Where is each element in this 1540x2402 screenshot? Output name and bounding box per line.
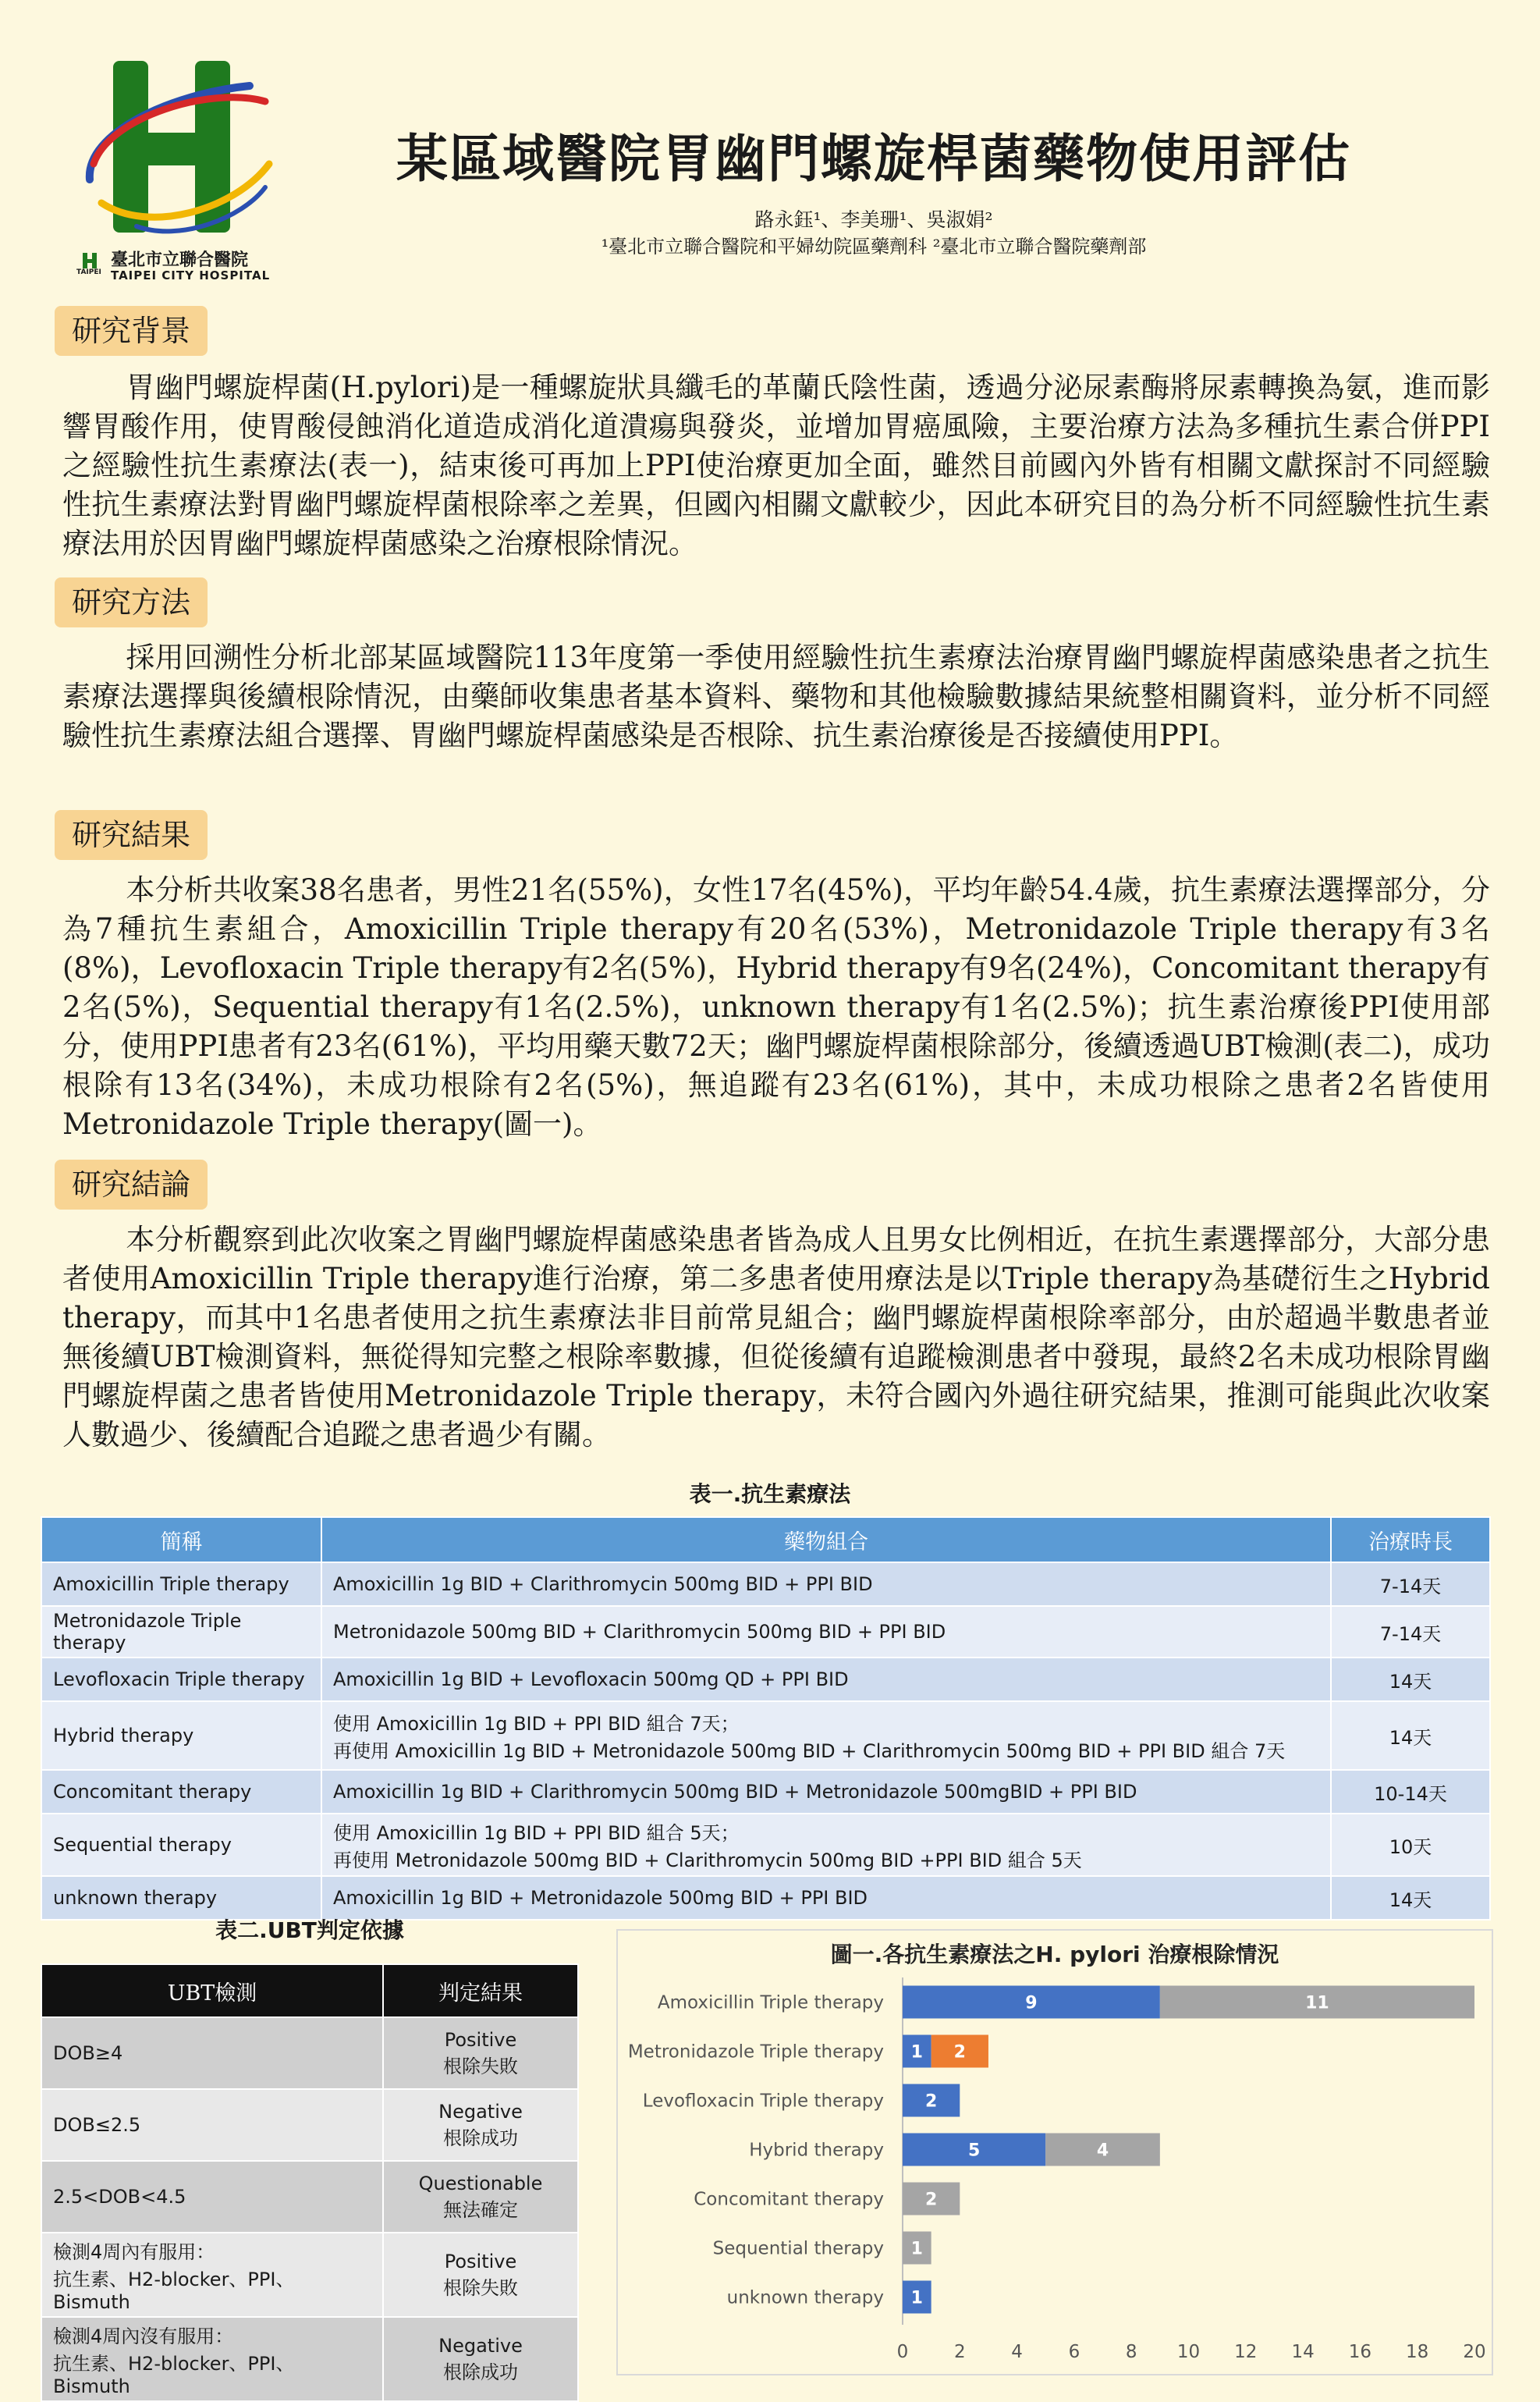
ubt-result-zh: 根除失敗 — [443, 2277, 518, 2299]
chart-x-tick-label: 8 — [1125, 2342, 1137, 2362]
eradication-chart — [616, 1929, 1493, 2375]
chart-category-label: Hybrid therapy — [749, 2140, 884, 2161]
treatment-duration: 10-14天 — [1331, 1770, 1490, 1814]
logo-chinese-name: 臺北市立聯合醫院 — [111, 251, 249, 270]
ubt-result-zh: 根除失敗 — [443, 2056, 518, 2077]
ubt-result — [383, 2089, 578, 2161]
hospital-logo — [78, 47, 281, 281]
drug-combination: Amoxicillin 1g BID + Clarithromycin 500mg BID + Metronidazole 500mgBID + PPI BID — [321, 1770, 1331, 1814]
chart-category-label: unknown therapy — [726, 2287, 884, 2308]
logo-english-name: TAIPEI CITY HOSPITAL — [111, 268, 271, 282]
chart-category-label: Amoxicillin Triple therapy — [657, 1992, 884, 2013]
ubt-result-zh: 根除成功 — [443, 2127, 518, 2149]
chart-title: 圖一.各抗生素療法之H. pylori 治療根除情況 — [830, 1942, 1279, 1967]
treatment-duration: 7-14天 — [1331, 1562, 1490, 1606]
table-row — [41, 2317, 578, 2401]
combo-line: 使用 Amoxicillin 1g BID + PPI BID 組合 7天； — [333, 1713, 740, 1735]
therapy-name: Amoxicillin Triple therapy — [41, 1562, 321, 1606]
chart-x-tick-label: 20 — [1463, 2342, 1486, 2362]
table-row — [41, 1701, 1490, 1770]
criterion-line: 檢測4周內沒有服用： — [53, 2326, 234, 2347]
table2-caption: 表二.UBT判定依據 — [215, 1917, 404, 1943]
chart-x-tick-label: 14 — [1291, 2342, 1315, 2362]
chart-data-label: 1 — [910, 2042, 923, 2063]
criterion-line: 抗生素、H2-blocker、PPI、Bismuth — [53, 2353, 295, 2397]
treatment-duration: 14天 — [1331, 1876, 1490, 1920]
methods-heading: 研究方法 — [55, 577, 208, 627]
therapy-name: Metronidazole Triple therapy — [41, 1606, 321, 1658]
results-paragraph: 本分析共收案38名患者，男性21名(55%)，女性17名(45%)，平均年齡54.4歲，抗生素療法選擇部分，分為7種抗生素組合，Amoxicillin Triple therapy有20名(53%)，Metronidazole Triple therapy有3名(8%)，Levofloxacin Triple therapy有2名(5%)，Hybrid therapy有9名(24%)，Concomitant therapy有2名(5%)，Sequential therapy有1名(2.5%)，unknown therapy有1名(2.5%)；抗生素治療後PPI使用部分，使用PPI患者有23名(61%)，平均用藥天數72天；幽門螺旋桿菌根除部分，後續透過UBT檢測(表二)，成功根除有13名(34%)，未成功根除有2名(5%)，無追蹤有23名(61%)，其中，未成功根除之患者2名皆使用Metronidazole Triple therapy(圖一)。 — [62, 873, 1490, 1141]
drug-combination: Metronidazole 500mg BID + Clarithromycin 500mg BID + PPI BID — [321, 1606, 1331, 1658]
ubt-criterion — [41, 2233, 383, 2317]
ubt-result-en: Questionable — [418, 2173, 543, 2194]
poster-authors: 路永鈺¹、李美珊¹、吳淑娟² — [754, 208, 993, 231]
treatment-duration: 7-14天 — [1331, 1606, 1490, 1658]
background-paragraph: 胃幽門螺旋桿菌(H.pylori)是一種螺旋狀具纖毛的革蘭氏陰性菌，透過分泌尿素酶將尿素轉換為氨，進而影響胃酸作用，使胃酸侵蝕消化道造成消化道潰瘍與發炎，並增加胃癌風險，主要治療方法為多種抗生素合併PPI之經驗性抗生素療法(表一)，結束後可再加上PPI使治療更加全面，雖然目前國內外皆有相關文獻探討不同經驗性抗生素療法對胃幽門螺旋桿菌根除率之差異，但國內相關文獻較少，因此本研究目的為分析不同經驗性抗生素療法用於因胃幽門螺旋桿菌感染之治療根除情況。 — [62, 371, 1490, 560]
treatment-duration: 14天 — [1331, 1701, 1490, 1770]
chart-x-tick-label: 12 — [1234, 2342, 1258, 2362]
table1-header-combo: 藥物組合 — [321, 1517, 1331, 1562]
table2-header-row — [41, 1964, 578, 2017]
chart-x-tick-label: 16 — [1348, 2342, 1372, 2362]
table-row — [41, 1562, 1490, 1606]
table2-header-test: UBT檢測 — [41, 1964, 383, 2017]
table-row — [41, 1658, 1490, 1701]
conclusion-paragraph: 本分析觀察到此次收案之胃幽門螺旋桿菌感染患者皆為成人且男女比例相近，在抗生素選擇部分，大部分患者使用Amoxicillin Triple therapy進行治療，第二多患者使用療法是以Triple therapy為基礎衍生之Hybrid therapy，而其中1名患者使用之抗生素療法非目前常見組合；幽門螺旋桿菌根除率部分，由於超過半數患者並無後續UBT檢測資料，無從得知完整之根除率數據，但從後續有追蹤檢測患者中發現，最終2名未成功根除胃幽門螺旋桿菌之患者皆使用Metronidazole Triple therapy，未符合國內外過往研究結果，推測可能與此次收案人數過少、後續配合追蹤之患者過少有關。 — [62, 1223, 1490, 1452]
drug-combination — [321, 1814, 1331, 1876]
table-row — [41, 1606, 1490, 1658]
table-row — [41, 2089, 578, 2161]
logo-mark-text: TAIPEI — [76, 268, 101, 276]
table-row — [41, 2233, 578, 2317]
therapy-name: Hybrid therapy — [41, 1701, 321, 1770]
chart-data-label: 9 — [1025, 1993, 1038, 2013]
therapy-name: Levofloxacin Triple therapy — [41, 1658, 321, 1701]
ubt-criterion: DOB≤2.5 — [41, 2089, 383, 2161]
ubt-result-zh: 根除成功 — [443, 2361, 518, 2383]
therapy-name: Sequential therapy — [41, 1814, 321, 1876]
chart-x-tick-label: 6 — [1068, 2342, 1080, 2362]
chart-data-label: 1 — [910, 2288, 923, 2308]
poster-affiliations: ¹臺北市立聯合醫院和平婦幼院區藥劑科 ²臺北市立聯合醫院藥劑部 — [601, 236, 1147, 258]
combo-line: 再使用 Amoxicillin 1g BID + Metronidazole 500mg BID + Clarithromycin 500mg BID + PPI BID 組合 7天 — [333, 1740, 1286, 1762]
drug-combination — [321, 1701, 1331, 1770]
results-heading: 研究結果 — [55, 810, 208, 860]
chart-data-label: 2 — [953, 2042, 966, 2063]
ubt-criterion: DOB≥4 — [41, 2017, 383, 2089]
table-row — [41, 2017, 578, 2089]
therapy-name: Concomitant therapy — [41, 1770, 321, 1814]
chart-data-label: 5 — [967, 2141, 981, 2161]
table-row — [41, 1814, 1490, 1876]
drug-combination: Amoxicillin 1g BID + Levofloxacin 500mg QD + PPI BID — [321, 1658, 1331, 1701]
therapy-name: unknown therapy — [41, 1876, 321, 1920]
background-heading: 研究背景 — [55, 306, 208, 356]
chart-category-label: Sequential therapy — [712, 2238, 884, 2259]
chart-data-label: 1 — [910, 2239, 923, 2259]
antibiotic-therapy-table — [41, 1516, 1491, 1921]
criterion-line: 抗生素、H2-blocker、PPI、Bismuth — [53, 2269, 295, 2313]
treatment-duration: 10天 — [1331, 1814, 1490, 1876]
eradication-chart-svg — [618, 1931, 1492, 2374]
table1-header-row — [41, 1517, 1490, 1562]
table2-header-result: 判定結果 — [383, 1964, 578, 2017]
chart-data-label: 2 — [924, 2091, 938, 2112]
ubt-criteria-table — [41, 1963, 579, 2402]
table1-header-name: 簡稱 — [41, 1517, 321, 1562]
ubt-result — [383, 2161, 578, 2233]
ubt-result-en: Positive — [444, 2029, 517, 2051]
ubt-criterion: 2.5<DOB<4.5 — [41, 2161, 383, 2233]
chart-x-tick-label: 18 — [1406, 2342, 1429, 2362]
drug-combination: Amoxicillin 1g BID + Clarithromycin 500mg BID + PPI BID — [321, 1562, 1331, 1606]
chart-category-label: Levofloxacin Triple therapy — [642, 2091, 884, 2112]
ubt-result-en: Negative — [438, 2335, 523, 2357]
combo-line: 再使用 Metronidazole 500mg BID + Clarithromycin 500mg BID +PPI BID 組合 5天 — [333, 1849, 1082, 1871]
hospital-logo-mark — [78, 47, 281, 281]
combo-line: 使用 Amoxicillin 1g BID + PPI BID 組合 5天； — [333, 1822, 740, 1844]
ubt-result-zh: 無法確定 — [443, 2199, 518, 2221]
chart-category-label: Metronidazole Triple therapy — [627, 2041, 884, 2063]
ubt-result — [383, 2233, 578, 2317]
poster-title: 某區域醫院胃幽門螺旋桿菌藥物使用評估 — [396, 129, 1351, 189]
chart-data-label: 11 — [1305, 1993, 1329, 2013]
ubt-result-en: Negative — [438, 2101, 523, 2123]
methods-paragraph: 採用回溯性分析北部某區域醫院113年度第一季使用經驗性抗生素療法治療胃幽門螺旋桿菌感染患者之抗生素療法選擇與後續根除情況，由藥師收集患者基本資料、藥物和其他檢驗數據結果統整相關資料，並分析不同經驗性抗生素療法組合選擇、胃幽門螺旋桿菌感染是否根除、抗生素治療後是否接續使用PPI。 — [62, 641, 1490, 752]
treatment-duration: 14天 — [1331, 1658, 1490, 1701]
ubt-result — [383, 2317, 578, 2401]
chart-x-tick-label: 10 — [1176, 2342, 1201, 2362]
table1-caption: 表一.抗生素療法 — [689, 1481, 851, 1507]
ubt-criterion — [41, 2317, 383, 2401]
criterion-line: 檢測4周內有服用： — [53, 2241, 215, 2263]
ubt-result — [383, 2017, 578, 2089]
chart-x-tick-label: 2 — [953, 2342, 966, 2362]
table1-header-duration: 治療時長 — [1331, 1517, 1490, 1562]
drug-combination: Amoxicillin 1g BID + Metronidazole 500mg BID + PPI BID — [321, 1876, 1331, 1920]
conclusion-heading: 研究結論 — [55, 1160, 208, 1210]
chart-data-label: 2 — [924, 2190, 938, 2210]
ubt-result-en: Positive — [444, 2251, 517, 2272]
chart-category-label: Concomitant therapy — [694, 2189, 884, 2210]
chart-data-label: 4 — [1096, 2141, 1109, 2161]
chart-x-tick-label: 4 — [1011, 2342, 1023, 2362]
table-row — [41, 1770, 1490, 1814]
table-row — [41, 2161, 578, 2233]
chart-x-tick-label: 0 — [896, 2342, 909, 2362]
